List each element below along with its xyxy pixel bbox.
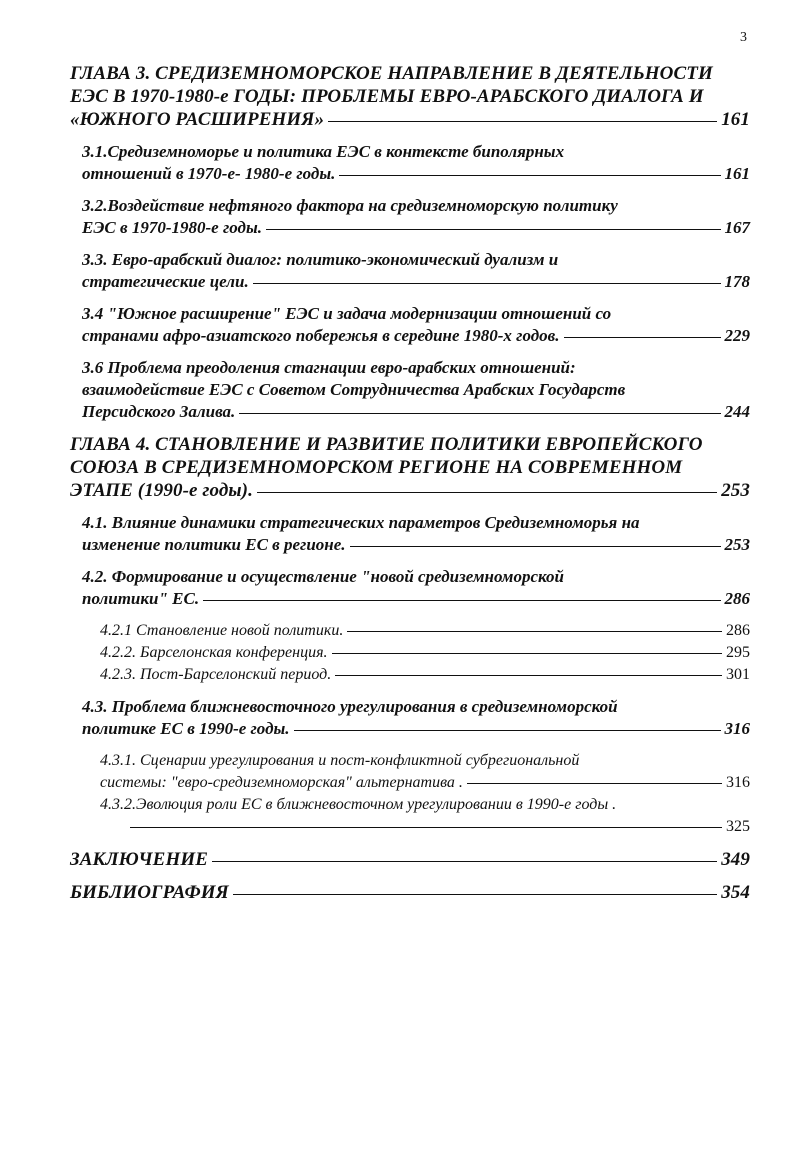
toc-entry-last-line [82,163,750,185]
toc-entry-last-line [82,534,750,556]
toc-entry-line: 3.4 "Южное расширение" ЕЭС и задача модернизации отношений со [82,304,612,323]
toc-entry-section[interactable] [82,141,750,185]
toc-entry-section[interactable] [82,566,750,610]
leader-line [332,653,722,654]
toc-entry-last-line [70,881,750,904]
toc-page-number: 316 [724,719,750,738]
toc-entry-line: 4.3.2.Эволюция роли ЕС в ближневосточном урегулировании в 1990-е годы . [100,796,617,813]
toc-entry-line: ГЛАВА 3. СРЕДИЗЕМНОМОРСКОЕ НАПРАВЛЕНИЕ В ДЕЯТЕЛЬНОСТИ [70,63,713,84]
toc-entry-section[interactable] [82,249,750,293]
leader-line [233,894,717,895]
toc-entry-title: 4.2.1 Становление новой политики. [100,622,344,639]
toc-page-number: 349 [721,849,750,870]
toc-entry-section[interactable] [82,195,750,239]
toc-entry-last-line [70,479,750,502]
toc-entry-last-line [100,816,750,838]
toc-entry-subsection[interactable] [100,750,750,794]
leader-line [294,730,721,731]
toc-page-number: 316 [726,774,750,791]
toc-entry-line: СОЮЗА В СРЕДИЗЕМНОМОРСКОМ РЕГИОНЕ НА СОВРЕМЕННОМ [70,457,683,478]
leader-line [266,229,721,230]
toc-entry-final[interactable] [70,881,750,904]
toc-entry-subsection[interactable] [100,642,750,664]
toc-entry-line: 3.1.Средиземноморье и политика ЕЭС в контексте биполярных [82,142,565,161]
toc-entry-title: отношений в 1970-е- 1980-е годы. [82,164,336,183]
toc-entry-title: «ЮЖНОГО РАСШИРЕНИЯ» [70,109,325,130]
leader-line [212,861,717,862]
toc-page-number: 167 [724,218,750,237]
toc-entry-last-line [82,217,750,239]
toc-entry-title: изменение политики ЕС в регионе. [82,535,346,554]
toc-entry-section[interactable] [82,357,750,423]
toc-entry-last-line [82,325,750,347]
leader-line [339,175,720,176]
toc-entry-line: 4.3.1. Сценарии урегулирования и пост-конфликтной субрегиональной [100,752,580,769]
toc-entry-subsection[interactable] [100,794,750,838]
toc-page-number: 325 [726,818,750,835]
leader-line [564,337,721,338]
toc-page-number: 253 [724,535,750,554]
toc-page-number: 354 [721,882,750,903]
toc-entry-title: Персидского Залива. [82,402,236,421]
toc-entry-last-line [100,664,750,686]
toc-entry-title: БИБЛИОГРАФИЯ [70,882,229,903]
toc-page-number: 178 [724,272,750,291]
toc-entry-line: 3.6 Проблема преодоления стагнации евро-арабских отношений: [82,358,576,377]
leader-line [130,827,722,828]
leader-line [253,283,721,284]
toc-page-number: 286 [724,589,750,608]
toc-page-number: 161 [721,109,750,130]
toc-entry-subsection[interactable] [100,664,750,686]
toc-entry-subsection[interactable] [100,620,750,642]
toc-entry-title: 4.2.2. Барселонская конференция. [100,644,328,661]
toc-entry-title: политики" ЕС. [82,589,200,608]
toc-entry-final[interactable] [70,848,750,871]
toc-entry-line: 3.2.Воздействие нефтяного фактора на средиземноморскую политику [82,196,618,215]
leader-line [239,413,720,414]
toc-page-number: 161 [724,164,750,183]
toc-page-number: 301 [726,666,750,683]
toc-entry-line: 4.1. Влияние динамики стратегических параметров Средиземноморья на [82,513,640,532]
table-of-contents [70,62,750,914]
toc-entry-last-line [100,642,750,664]
leader-line [328,121,717,122]
leader-line [203,600,720,601]
leader-line [335,675,722,676]
toc-entry-last-line [70,108,750,131]
toc-entry-section[interactable] [82,696,750,740]
toc-entry-title: ЗАКЛЮЧЕНИЕ [70,849,208,870]
toc-entry-chapter[interactable] [70,433,750,502]
toc-entry-title: 4.2.3. Пост-Барселонский период. [100,666,332,683]
toc-entry-title: ЕЭС в 1970-1980-е годы. [82,218,262,237]
page-number: 3 [740,30,747,45]
toc-page-number: 295 [726,644,750,661]
leader-line [467,783,722,784]
leader-line [347,631,722,632]
toc-entry-section[interactable] [82,512,750,556]
toc-page-number: 229 [724,326,750,345]
toc-entry-title: политике ЕС в 1990-е годы. [82,719,290,738]
toc-entry-line: ГЛАВА 4. СТАНОВЛЕНИЕ И РАЗВИТИЕ ПОЛИТИКИ ЕВРОПЕЙСКОГО [70,434,703,455]
leader-line [257,492,717,493]
toc-entry-last-line [82,588,750,610]
toc-page-number: 244 [724,402,750,421]
toc-entry-title: стратегические цели. [82,272,249,291]
toc-entry-title: ЭТАПЕ (1990-е годы). [70,480,253,501]
toc-entry-title: странами афро-азиатского побережья в середине 1980-х годов. [82,326,560,345]
toc-entry-last-line [82,271,750,293]
toc-entry-last-line [82,401,750,423]
toc-entry-line: взаимодействие ЕЭС с Советом Сотрудничества Арабских Государств [82,380,626,399]
toc-entry-last-line [100,620,750,642]
toc-entry-last-line [82,718,750,740]
toc-entry-line: 4.3. Проблема ближневосточного урегулирования в средиземноморской [82,697,618,716]
toc-entry-section[interactable] [82,303,750,347]
toc-page-number: 286 [726,622,750,639]
toc-entry-line: ЕЭС В 1970-1980-е ГОДЫ: ПРОБЛЕМЫ ЕВРО-АРАБСКОГО ДИАЛОГА И [70,86,704,107]
toc-entry-line: 3.3. Евро-арабский диалог: политико-экономический дуализм и [82,250,559,269]
toc-entry-title: системы: "евро-средиземноморская" альтернатива . [100,774,463,791]
leader-line [350,546,721,547]
toc-entry-last-line [70,848,750,871]
toc-entry-line: 4.2. Формирование и осуществление "новой средиземноморской [82,567,564,586]
toc-page-number: 253 [721,480,750,501]
toc-entry-last-line [100,772,750,794]
toc-entry-chapter[interactable] [70,62,750,131]
